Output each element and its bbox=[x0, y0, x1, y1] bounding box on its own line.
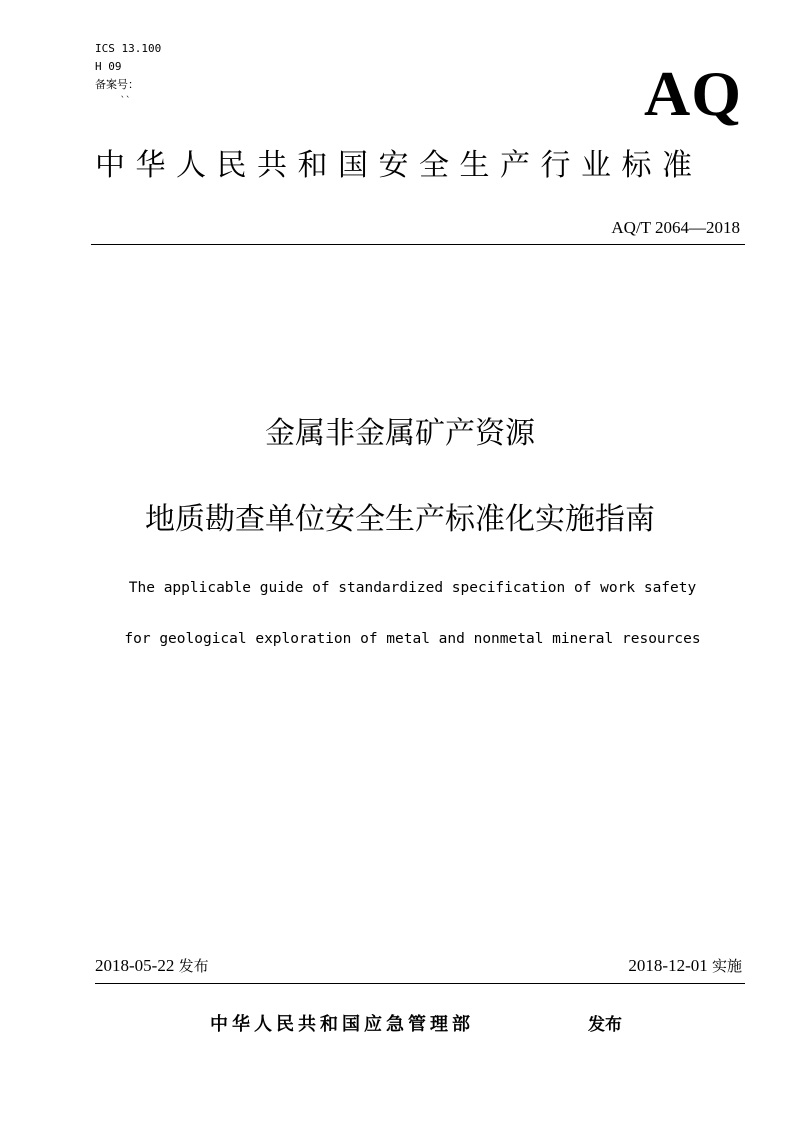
effective-label: 实施 bbox=[711, 957, 742, 975]
record-number-mark: `` bbox=[120, 96, 131, 106]
classification-code: H 09 bbox=[95, 60, 122, 73]
ics-code: ICS 13.100 bbox=[95, 42, 162, 55]
aq-logo: AQ bbox=[644, 58, 742, 129]
title-cn-line1: 金属非金属矿产资源 bbox=[265, 416, 535, 451]
title-cn-line2: 地质勘查单位安全生产标准化实施指南 bbox=[145, 502, 655, 537]
issue-label: 发布 bbox=[178, 957, 209, 975]
effective-date-block bbox=[628, 955, 742, 977]
standard-code: AQ/T 2064—2018 bbox=[611, 218, 740, 237]
record-number-label: 备案号： bbox=[95, 78, 139, 91]
publisher-name: 中华人民共和国应急管理部 bbox=[210, 1014, 474, 1035]
effective-date: 2018-12-01 bbox=[628, 956, 708, 975]
title-en-line2: for geological exploration of metal and nonmetal mineral resources bbox=[124, 631, 701, 647]
title-en-line1: The applicable guide of standardized specification of work safety bbox=[128, 580, 697, 596]
standard-category-title: 中华人民共和国安全生产行业标准 bbox=[95, 148, 703, 183]
header-divider bbox=[91, 244, 745, 245]
issue-date: 2018-05-22 bbox=[95, 956, 175, 975]
issue-date-block bbox=[95, 955, 209, 977]
footer-divider bbox=[95, 983, 745, 984]
publish-label: 发布 bbox=[588, 1015, 622, 1035]
